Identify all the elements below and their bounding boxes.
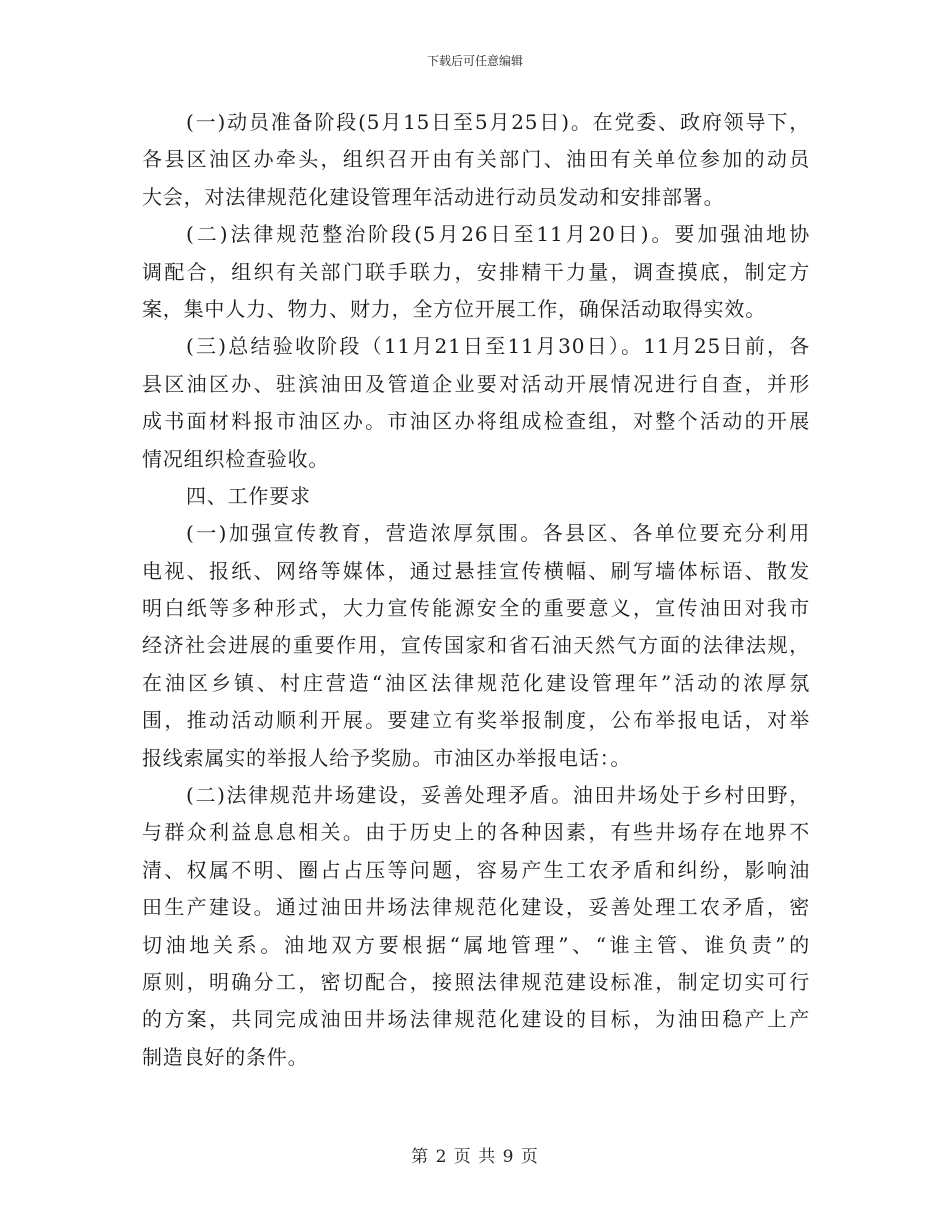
text-line: 与群众利益息息相关。由于历史上的各种因素，有些井场存在地界不 [142,820,810,845]
text-line: 清、权属不明、圈占占压等问题，容易产生工农矛盾和纠纷，影响油 [142,857,810,882]
text-line: (二)法律规范井场建设，妥善处理矛盾。油田井场处于乡村田野， [186,783,810,808]
text-line: 围，推动活动顺利开展。要建立有奖举报制度，公布举报电话，对举 [142,708,810,733]
text-line: 案，集中人力、物力、财力，全方位开展工作，确保活动取得实效。 [142,296,766,321]
text-line: 切油地关系。油地双方要根据“属地管理”、“谁主管、谁负责”的 [142,932,810,957]
text-line: 田生产建设。通过油田井场法律规范化建设，妥善处理工农矛盾，密 [142,895,810,920]
text-line: 在油区乡镇、村庄营造“油区法律规范化建设管理年”活动的浓厚氛 [142,670,810,695]
text-line: 原则，明确分工，密切配合，接照法律规范建设标准，制定切实可行 [142,969,810,994]
text-line: (一)动员准备阶段(5月15日至5月25日)。在党委、政府领导下， [186,110,810,134]
text-line: 县区油区办、驻滨油田及管道企业要对活动开展情况进行自查，并形 [142,371,810,396]
text-line: 报线索属实的举报人给予奖励。市油区办举报电话：。 [142,745,632,770]
text-line: 经济社会进展的重要作用，宣传国家和省石油天然气方面的法律法规， [142,633,810,658]
text-line: 调配合，组织有关部门联手联力，安排精干力量，调查摸底，制定方 [142,259,810,284]
page-header: 下载后可任意编辑 [426,54,523,68]
text-line: 制造良好的条件。 [142,1044,309,1069]
text-line: 成书面材料报市油区办。市油区办将组成检查组，对整个活动的开展 [142,409,810,434]
text-line: 四、工作要求 [186,483,311,508]
text-line: (一)加强宣传教育，营造浓厚氛围。各县区、各单位要充分利用 [186,521,810,546]
text-line: 明白纸等多种形式，大力宣传能源安全的重要意义，宣传油田对我市 [142,596,810,621]
text-line: (三)总结验收阶段（11月21日至11月30日）。11月25日前，各 [186,334,810,359]
text-line: 大会，对法律规范化建设管理年活动进行动员发动和安排部署。 [142,184,725,209]
page-number: 第 2 页 共 9 页 [411,1147,539,1167]
text-line: 电视、报纸、网络等媒体，通过悬挂宣传横幅、刷写墙体标语、散发 [142,558,810,583]
text-line: 情况组织检查验收。 [142,446,330,471]
document-body [142,104,810,1076]
text-line: (二)法律规范整治阶段(5月26日至11月20日)。要加强油地协 [186,222,810,247]
text-line: 的方案，共同完成油田井场法律规范化建设的目标，为油田稳产上产 [142,1007,810,1032]
text-line: 各县区油区办牵头，组织召开由有关部门、油田有关单位参加的动员 [142,147,810,172]
